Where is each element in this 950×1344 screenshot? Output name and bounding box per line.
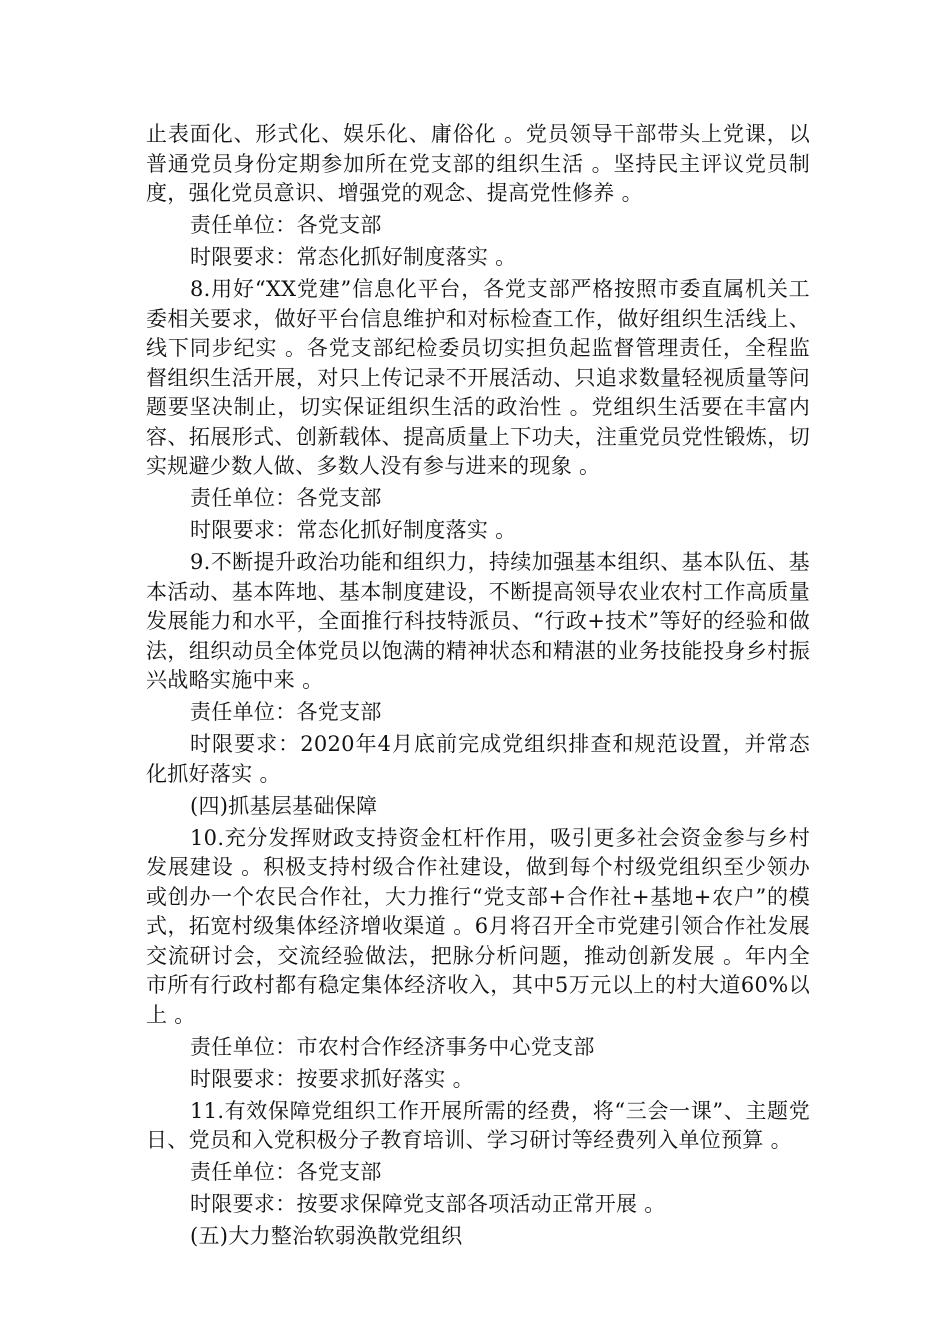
deadline-line: 时限要求：2020年4月底前完成党组织排查和规范设置，并常态化抓好落实 。 [146, 732, 810, 786]
section-heading-5: (五)大力整治软弱涣散党组织 [190, 1224, 463, 1248]
deadline-line: 时限要求：常态化抓好制度落实 。 [190, 518, 517, 542]
responsible-unit-line: 责任单位：各党支部 [190, 1160, 382, 1184]
paragraph-continuation: 止表面化、形式化、娱乐化、庸俗化 。党员领导干部带头上党课，以普通党员身份定期参加所在党支部的组织生活 。坚持民主评议党员制度，强化党员意识、增强党的观念、提高党性修养 。 [146, 122, 810, 205]
deadline-line: 时限要求：按要求保障党支部各项活动正常开展 。 [190, 1192, 666, 1216]
item-8-paragraph: 8.用好“XX党建”信息化平台，各党支部严格按照市委直属机关工委相关要求，做好平台信息维护和对标检查工作，做好组织生活线上、线下同步纪实 。各党支部纪检委员切实担负起监督管理责任，全程监督组织生活开展，对只上传记录不开展活动、只追求数量轻视质量等问题要坚决制止，切实保证组织生活的政治性 。党组织生活要在丰富内容、拓展形式、创新载体、提高质量上下功夫，注重党员党性锻炼，切实规避少数人做、多数人没有参与进来的现象 。 [146, 277, 810, 478]
section-heading-4: (四)抓基层基础保障 [190, 793, 378, 818]
responsible-unit-line: 责任单位：各党支部 [190, 700, 382, 724]
item-10-paragraph: 10.充分发挥财政支持资金杠杆作用，吸引更多社会资金参与乡村发展建设 。积极支持村级合作社建设，做到每个村级党组织至少领办或创办一个农民合作社，大力推行“党支部+合作社+基地+农户”的模式，拓宽村级集体经济增收渠道 。6月将召开全市党建引领合作社发展交流研讨会，交流经验做法，把脉分析问题，推动创新发展 。年内全市所有行政村都有稳定集体经济收入，其中5万元以上的村大道60%以上 。 [146, 825, 810, 1027]
responsible-unit-line: 责任单位：各党支部 [190, 213, 382, 237]
deadline-line: 时限要求：常态化抓好制度落实 。 [190, 245, 517, 269]
responsible-unit-line: 责任单位：市农村合作经济事务中心党支部 [190, 1034, 595, 1059]
item-9-paragraph: 9.不断提升政治功能和组织力，持续加强基本组织、基本队伍、基本活动、基本阵地、基本制度建设，不断提高领导农业农村工作高质量发展能力和水平，全面推行科技特派员、“行政+技术”等好的经验和做法，组织动员全体党员以饱满的精神状态和精湛的业务技能投身乡村振兴战略实施中来 。 [146, 550, 810, 692]
deadline-line: 时限要求：按要求抓好落实 。 [190, 1066, 474, 1091]
responsible-unit-line: 责任单位：各党支部 [190, 486, 382, 510]
document-body [146, 120, 810, 1254]
item-11-paragraph: 11.有效保障党组织工作开展所需的经费，将“三会一课”、主题党日、党员和入党积极分子教育培训、学习研讨等经费列入单位预算 。 [146, 1098, 810, 1152]
